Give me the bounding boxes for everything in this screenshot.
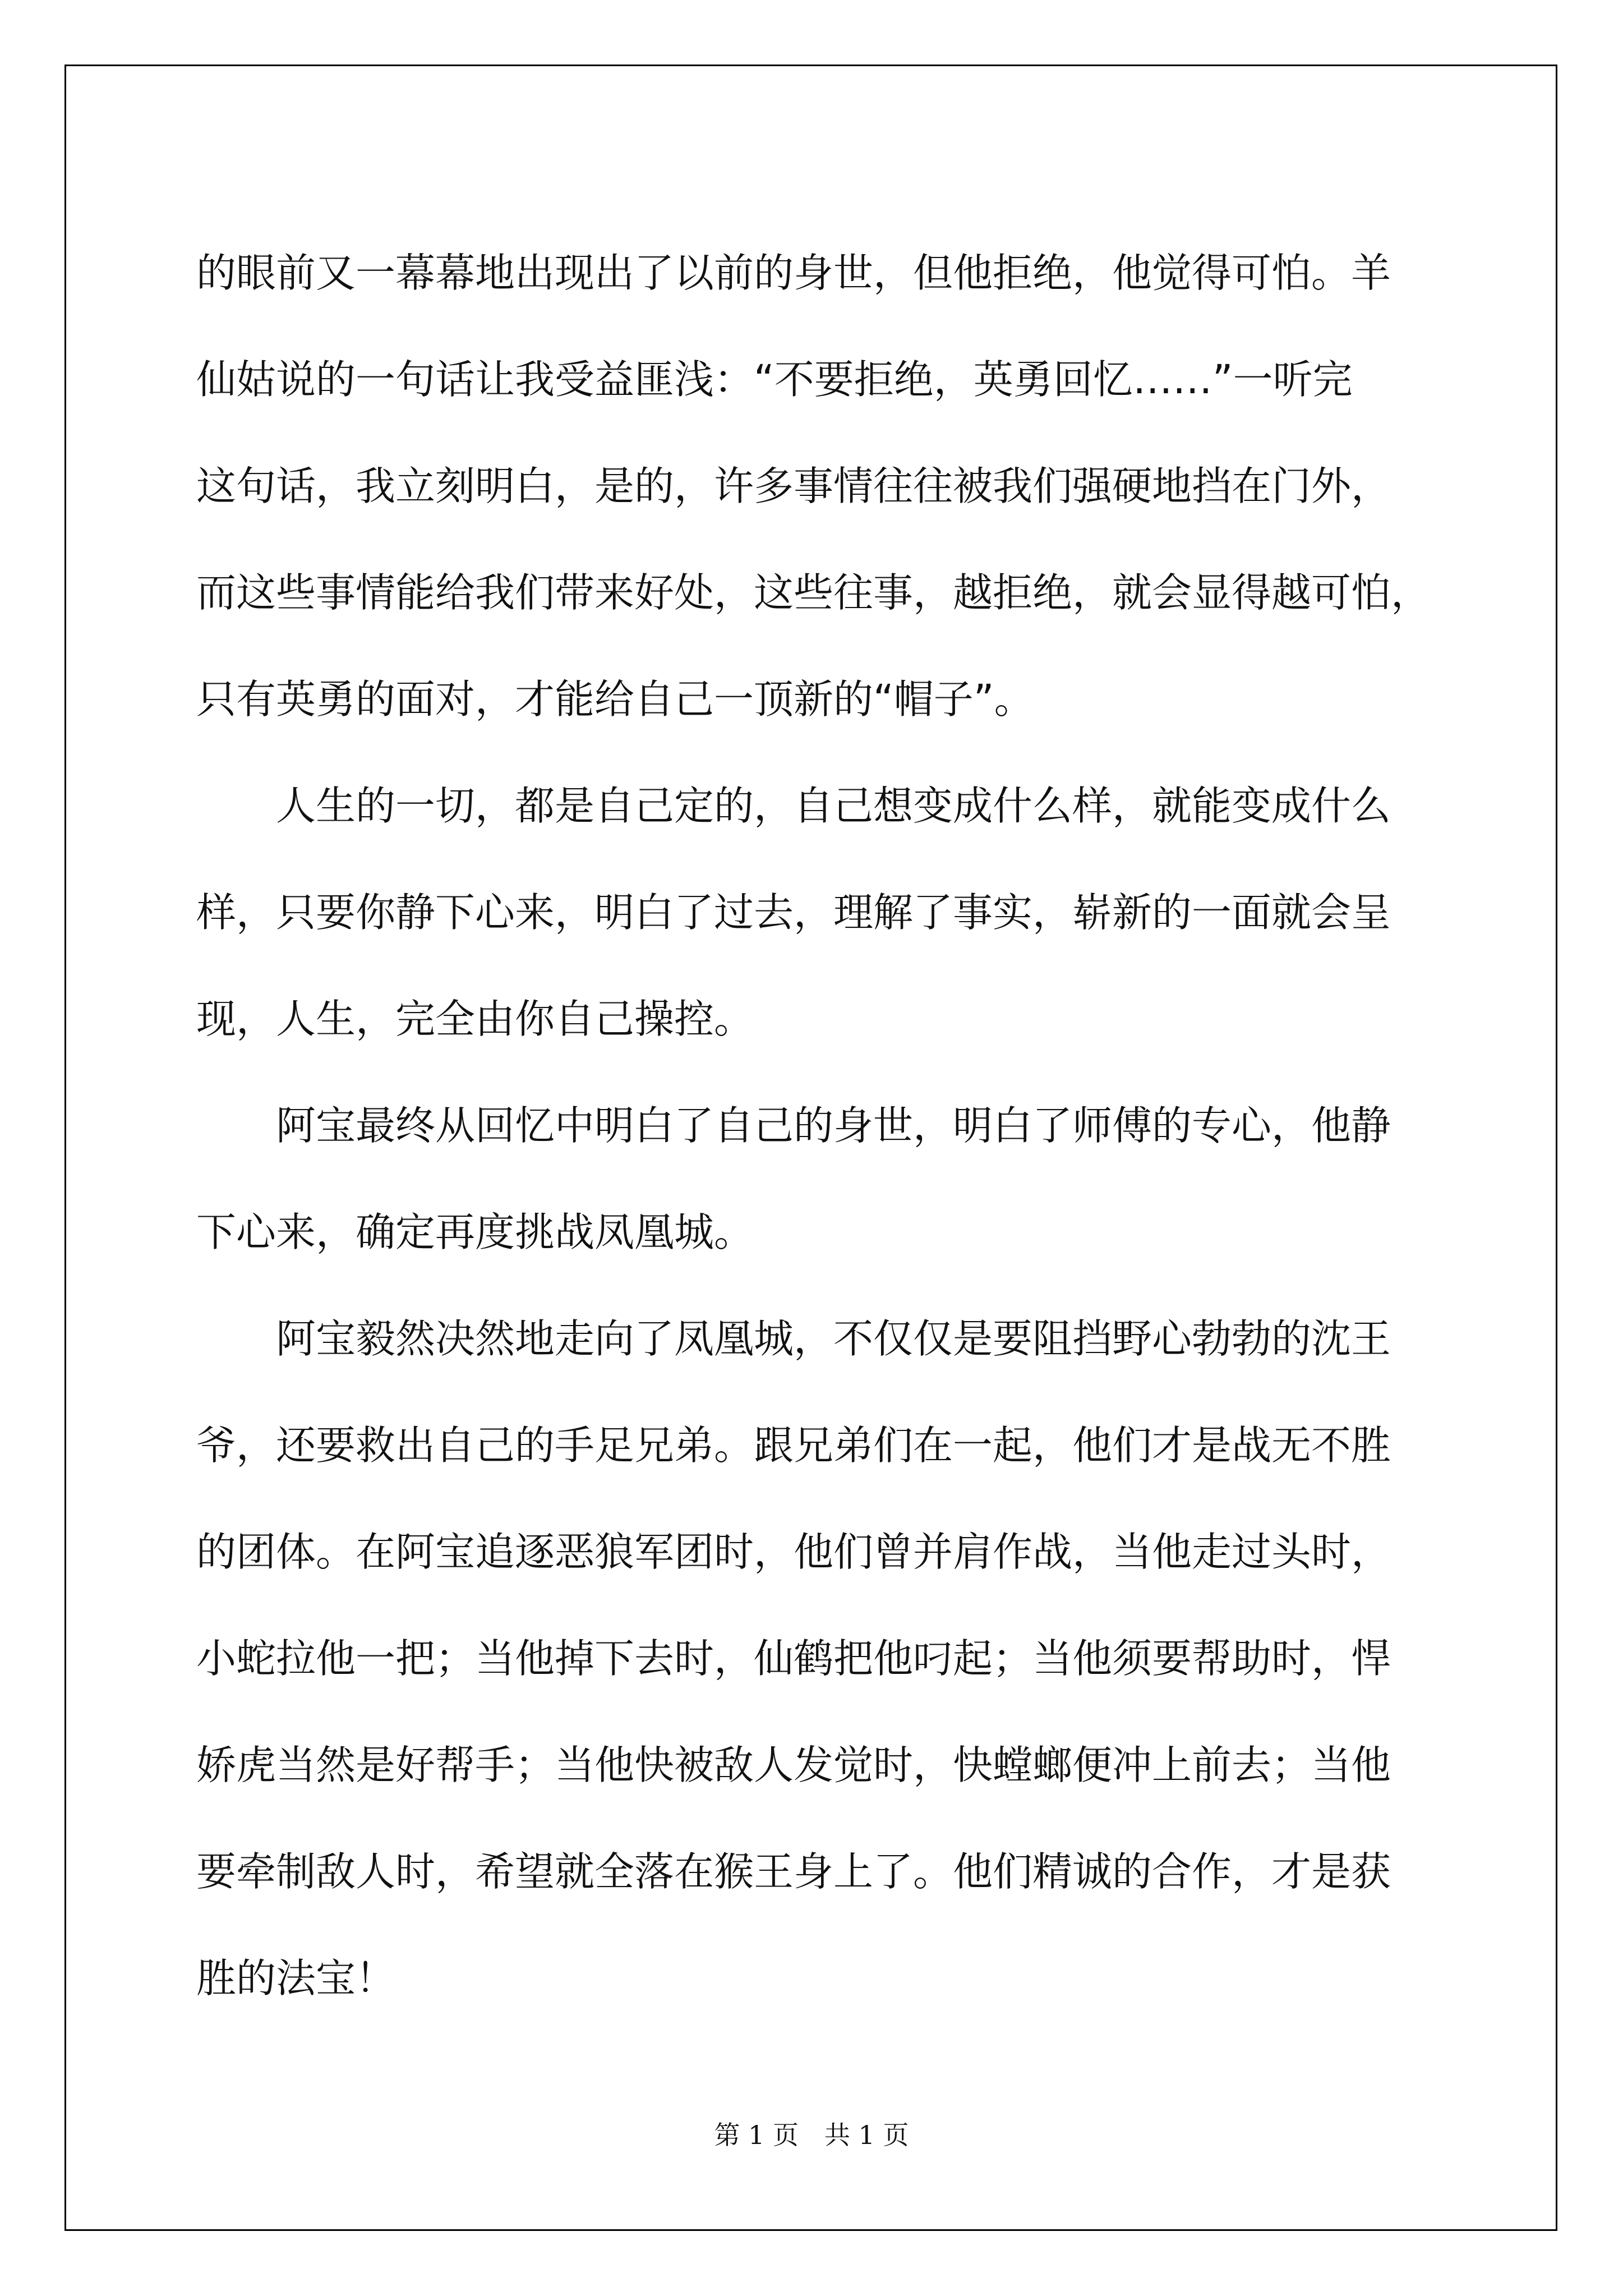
page-footer: 第 1 页 共 1 页: [714, 2120, 909, 2150]
text-line: 的团体。在阿宝追逐恶狼军团时，他们曾并肩作战，当他走过头时，: [196, 1529, 1391, 1575]
text-line: 阿宝毅然决然地走向了凤凰城，不仅仅是要阻挡野心勃勃的沈王: [276, 1315, 1391, 1362]
paragraph: [196, 1073, 1453, 1286]
paragraph: [196, 220, 1453, 753]
text-line: 胜的法宝！: [196, 1955, 396, 2001]
text-line: 下心来，确定再度挑战凤凰城。: [196, 1209, 754, 1255]
text-line: 爷，还要救出自己的手足兄弟。跟兄弟们在一起，他们才是战无不胜: [196, 1422, 1391, 1469]
document-body: [196, 220, 1453, 2032]
paragraph: [196, 753, 1453, 1073]
text-line: 样，只要你静下心来，明白了过去，理解了事实，崭新的一面就会呈: [196, 889, 1391, 936]
text-line: 仙姑说的一句话让我受益匪浅：“不要拒绝，英勇回忆……”一听完: [196, 356, 1353, 403]
text-line: 人生的一切，都是自己定的，自己想变成什么样，就能变成什么: [276, 783, 1391, 829]
text-line: 娇虎当然是好帮手；当他快被敌人发觉时，快螳螂便冲上前去；当他: [196, 1742, 1391, 1788]
text-line: 阿宝最终从回忆中明白了自己的身世，明白了师傅的专心，他静: [276, 1102, 1391, 1149]
text-line: 的眼前又一幕幕地出现出了以前的身世，但他拒绝，他觉得可怕。羊: [196, 250, 1391, 296]
text-line: 现，人生，完全由你自己操控。: [196, 996, 754, 1042]
text-line: 要牵制敌人时，希望就全落在猴王身上了。他们精诚的合作，才是获: [196, 1848, 1391, 1895]
paragraph: [196, 1286, 1453, 2032]
text-line: 小蛇拉他一把；当他掉下去时，仙鹤把他叼起；当他须要帮助时，悍: [196, 1635, 1391, 1682]
text-line: 而这些事情能给我们带来好处，这些往事，越拒绝，就会显得越可怕，: [196, 569, 1431, 616]
text-line: 只有英勇的面对，才能给自己一顶新的“帽子”。: [196, 676, 1034, 723]
text-line: 这句话，我立刻明白，是的，许多事情往往被我们强硬地挡在门外，: [196, 463, 1391, 509]
